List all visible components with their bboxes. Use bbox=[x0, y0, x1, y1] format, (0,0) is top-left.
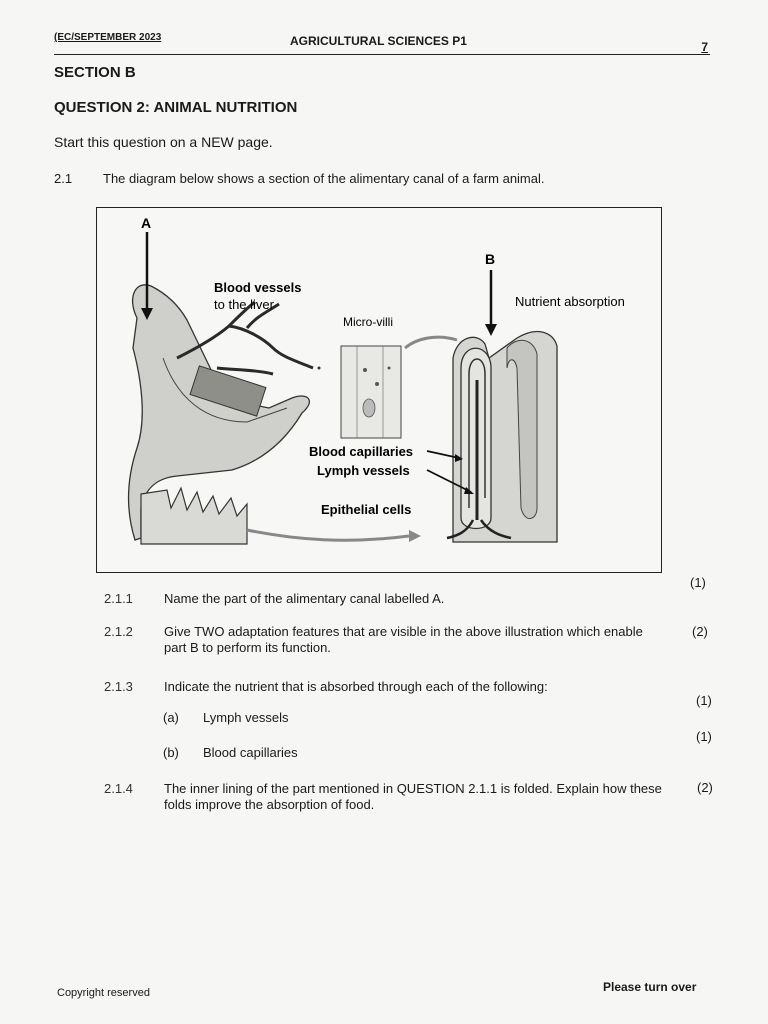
instruction-text: Start this question on a NEW page. bbox=[54, 134, 273, 150]
section-title: SECTION B bbox=[54, 64, 136, 81]
diagram-drawing bbox=[97, 208, 661, 572]
exam-session: (EC/SEPTEMBER 2023 bbox=[54, 32, 162, 43]
option-label: Blood capillaries bbox=[203, 745, 298, 760]
lymph-vessels-label: Lymph vessels bbox=[317, 463, 410, 478]
question-2-1-4 bbox=[104, 781, 664, 817]
question-2-1-1 bbox=[104, 591, 664, 611]
marks: (1) bbox=[696, 693, 712, 708]
question-text: Name the part of the alimentary canal labelled A. bbox=[164, 591, 445, 606]
question-number: 2.1.1 bbox=[104, 591, 133, 606]
question-title: QUESTION 2: ANIMAL NUTRITION bbox=[54, 99, 298, 116]
question-text: Give TWO adaptation features that are visible in the above illustration which enable part B to perform its function. bbox=[164, 624, 643, 655]
microvilli-arrow bbox=[405, 337, 457, 348]
micro-villi-label: Micro-villi bbox=[343, 315, 393, 329]
epithelial-arrow bbox=[247, 530, 409, 540]
marks: (1) bbox=[690, 575, 706, 590]
option-b bbox=[163, 745, 363, 763]
blood-vessels-label-2: to the liver bbox=[214, 297, 274, 312]
turn-over-footer: Please turn over bbox=[603, 980, 697, 994]
blood-capillaries-label: Blood capillaries bbox=[309, 444, 414, 459]
question-number: 2.1 bbox=[54, 171, 73, 186]
option-label: Lymph vessels bbox=[203, 710, 289, 725]
page-number: 7 bbox=[701, 40, 708, 54]
marks: (2) bbox=[697, 780, 713, 795]
epithelial-cells-label: Epithelial cells bbox=[321, 502, 412, 517]
intestine-folds bbox=[141, 488, 247, 544]
option-letter: (b) bbox=[163, 745, 179, 760]
marks: (1) bbox=[696, 729, 712, 744]
question-text: Indicate the nutrient that is absorbed through each of the following: bbox=[164, 679, 548, 694]
question-text: The inner lining of the part mentioned in QUESTION 2.1.1 is folded. Explain how these folds improve the absorption of food. bbox=[164, 781, 662, 812]
question-text: The diagram below shows a section of the alimentary canal of a farm animal. bbox=[103, 171, 545, 186]
blood-vessels-label-1: Blood vessels bbox=[214, 280, 302, 295]
copyright-footer: Copyright reserved bbox=[57, 987, 150, 999]
page-header bbox=[54, 30, 710, 55]
marks: (2) bbox=[692, 624, 708, 639]
question-number: 2.1.2 bbox=[104, 624, 133, 639]
alimentary-canal-diagram bbox=[96, 207, 662, 573]
question-number: 2.1.4 bbox=[104, 781, 133, 796]
question-2-1-2 bbox=[104, 624, 664, 660]
option-a bbox=[163, 710, 363, 728]
nutrient-absorption-label: Nutrient absorption bbox=[515, 294, 625, 309]
label-a: A bbox=[141, 215, 152, 231]
question-number: 2.1.3 bbox=[104, 679, 133, 694]
label-b: B bbox=[485, 251, 496, 267]
question-2-1-3 bbox=[104, 679, 664, 699]
option-letter: (a) bbox=[163, 710, 179, 725]
subject-title: AGRICULTURAL SCIENCES P1 bbox=[290, 34, 467, 48]
micro-villi-box bbox=[341, 346, 401, 438]
